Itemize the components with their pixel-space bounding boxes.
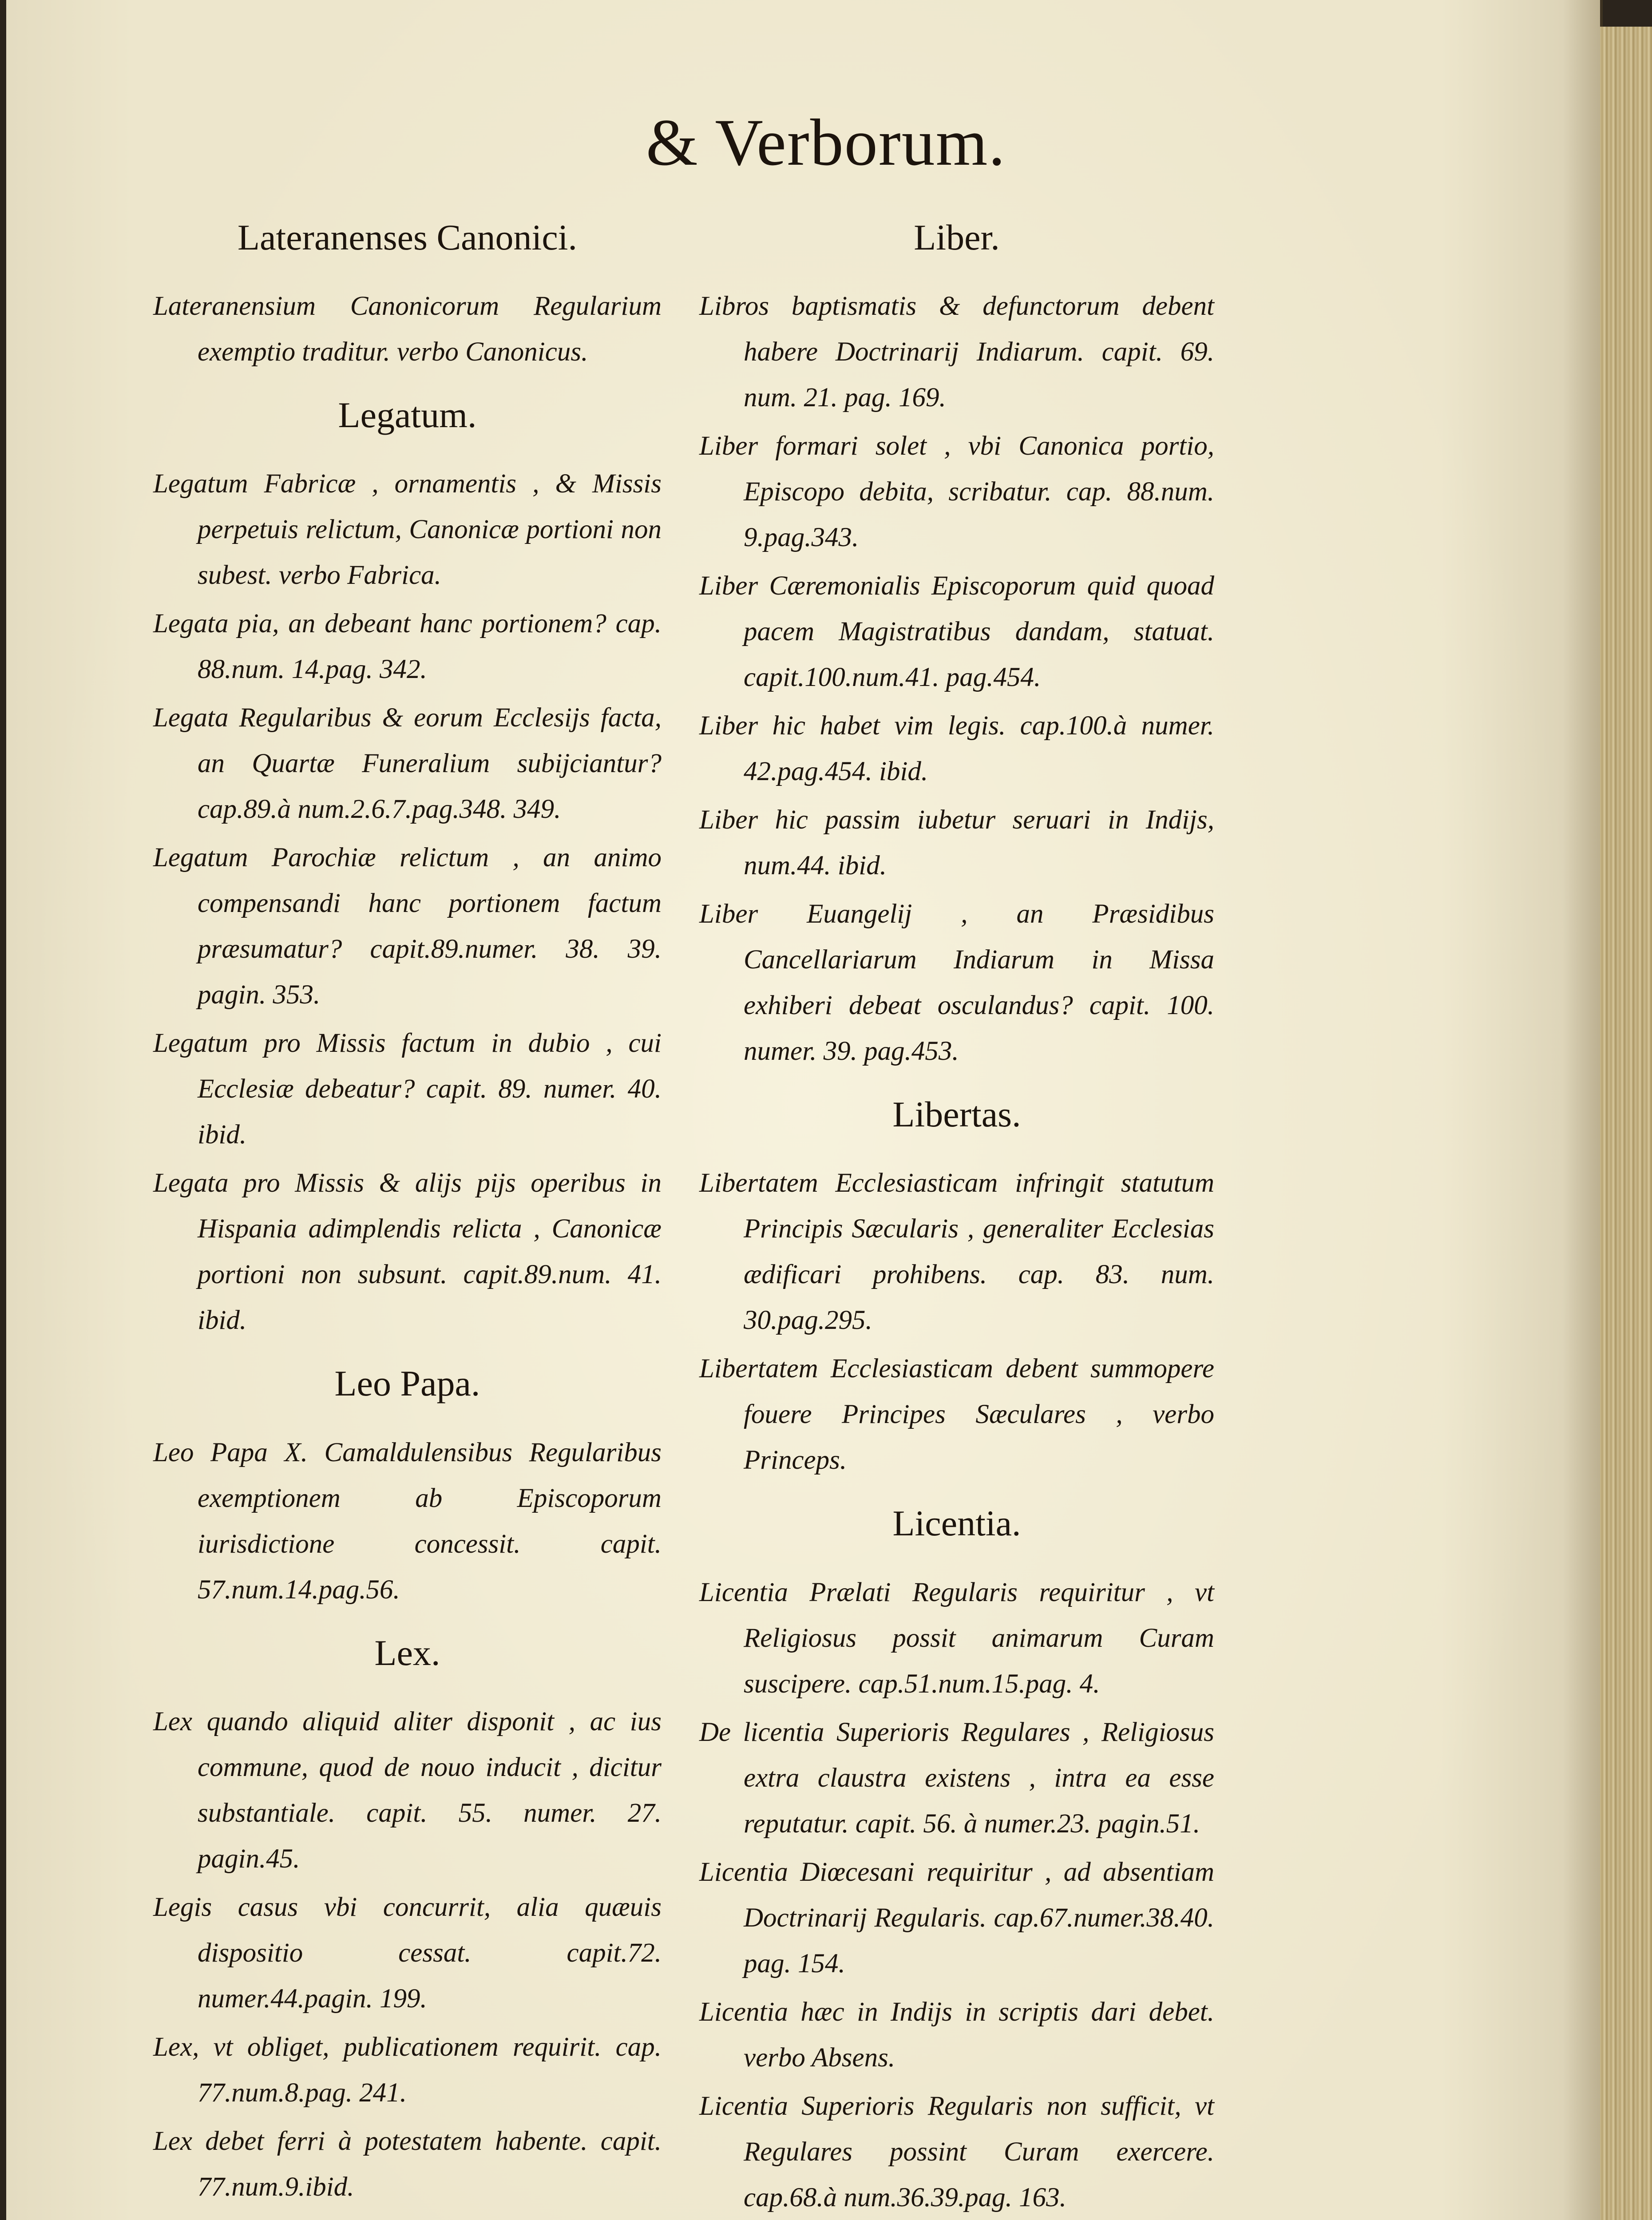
index-entry: Liber Cæremonialis Episcoporum quid quoad pacem Magistratibus dandam, statuat. capit.100.num.41. pag.454. [699,571,1214,693]
index-entry: Liber Euangelij , an Præsidibus Cancellariarum Indiarum in Missa exhiberi debeat osculandus? capit. 100. numer. 39. pag.453. [699,899,1214,1066]
page-fore-edge [1600,27,1652,2220]
index-entry: Liber formari solet , vbi Canonica portio, Episcopo debita, scribatur. cap. 88.num. 9.pag.343. [699,431,1214,553]
index-entry: Legatum Fabricæ , ornamentis , & Missis perpetuis relictum, Canonicæ portioni non subest. verbo Fabrica. [153,469,662,591]
index-entry: Libertatem Ecclesiasticam debent summopere fouere Principes Sæculares , verbo Princeps. [699,1354,1214,1475]
index-entry: De licentia Superioris Regulares , Religiosus extra claustra existens , intra ea esse reputatur. capit. 56. à numer.23. pagin.51. [699,1717,1214,1839]
index-entry: Licentia hæc in Indijs in scriptis dari debet. verbo Absens. [699,1997,1214,2073]
gutter-shadow [1563,0,1603,2220]
index-entry: Licentia Superioris Regularis non sufficit, vt Regulares possint Curam exercere. cap.68.à num.36.39.pag. 163. [699,2091,1214,2212]
index-heading: Licentia. [892,1503,1021,1544]
left-column [153,218,662,2220]
index-entry: Libros baptismatis & defunctorum debent habere Doctrinarij Indiarum. capit. 69. num. 21. pag. 169. [699,291,1214,413]
index-entry: Licentia Diœcesani requiritur , ad absentiam Doctrinarij Regularis. cap.67.numer.38.40. pag. 154. [699,1857,1214,1978]
index-heading: Liber. [914,217,1000,258]
index-entry: Lex debet ferri à potestatem habente. capit. 77.num.9.ibid. [153,2126,662,2202]
index-entry [153,2212,662,2220]
index-entry: Legatum Parochiæ relictum , an animo compensandi hanc portionem factum præsumatur? capit.89.numer. 38. 39. pagin. 353. [153,843,662,1010]
index-heading: Lex. [374,1632,440,1673]
index-entry: Lateranensium Canonicorum Regularium exemptio traditur. verbo Canonicus. [153,291,662,367]
right-column [699,218,1214,2220]
index-entry: Legis casus vbi concurrit, alia quæuis dispositio cessat. capit.72. numer.44.pagin. 199. [153,1892,662,2014]
index-entry: Licentia Prælati Regularis requiritur , vt Religiosus possit animarum Curam suscipere. cap.51.num.15.pag. 4. [699,1577,1214,1699]
index-entry: Legata pro Missis & alijs pijs operibus in Hispania adimplendis relicta , Canonicæ portioni non subsunt. capit.89.num. 41. ibid. [153,1168,662,1336]
running-head: & Verborum. [646,106,1006,179]
index-heading: Lateranenses Canonici. [237,217,578,258]
index-entry: Liber hic passim iubetur seruari in Indijs, num.44. ibid. [699,805,1214,881]
index-entry: Legata pia, an debeant hanc portionem? cap. 88.num. 14.pag. 342. [153,609,662,685]
index-entry: Legatum pro Missis factum in dubio , cui Ecclesiæ debeatur? capit. 89. numer. 40. ibid. [153,1028,662,1150]
index-heading: Legatum. [338,395,477,436]
index-entry: Liber hic habet vim legis. cap.100.à numer. 42.pag.454. ibid. [699,711,1214,787]
index-entry: Leo Papa X. Camaldulensibus Regularibus exemptionem ab Episcoporum iurisdictione concessit. capit. 57.num.14.pag.56. [153,1437,662,1605]
index-entry: Lex quando aliquid aliter disponit , ac ius commune, quod de nouo inducit , dicitur substantiale. capit. 55. numer. 27. pagin.45. [153,1706,662,1874]
index-entry: Lex, vt obliget, publicationem requirit. cap. 77.num.8.pag. 241. [153,2032,662,2108]
index-heading: Leo Papa. [334,1363,480,1404]
index-entry: Libertatem Ecclesiasticam infringit statutum Principis Sæcularis , generaliter Ecclesias ædificari prohibens. cap. 83. num. 30.pag.295. [699,1168,1214,1336]
index-entry: Legata Regularibus & eorum Ecclesijs facta, an Quartæ Funeralium subijciantur? cap.89.à num.2.6.7.pag.348. 349. [153,703,662,825]
index-heading: Libertas. [892,1094,1021,1135]
